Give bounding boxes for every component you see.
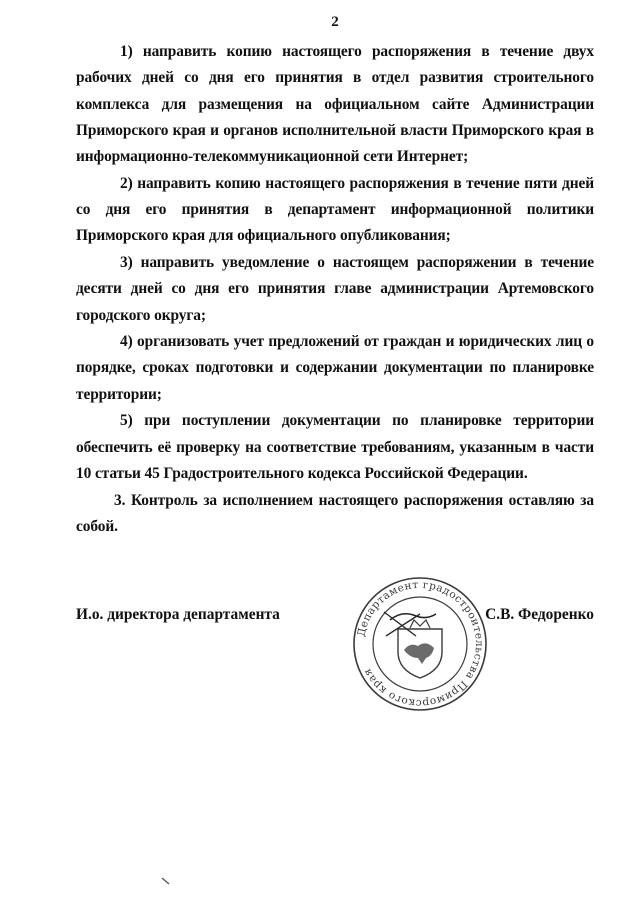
stamp-text: Департамент градостроительства Приморского края: [355, 578, 486, 710]
signature-block: [76, 606, 594, 636]
list-item-3: 3) направить уведомление о настоящем распоряжении в течение десяти дней со дня его принятия главе администрации Артемовского городского округа;: [76, 253, 594, 324]
control-clause: 3. Контроль за исполнением настоящего распоряжения оставляю за собой.: [76, 491, 594, 535]
list-item-4: 4) организовать учет предложений от граждан и юридических лиц о порядке, сроках подготовки и содержании документации по планировке территории;: [76, 333, 594, 403]
list-item-5: 5) при поступлении документации по планировке территории обеспечить её проверку на соответствие требованиям, указанным в части 10 статьи 45 Градостроительного кодекса Российской Федерации.: [76, 412, 594, 482]
ink-mark: [160, 876, 174, 886]
page-number: 2: [331, 14, 339, 30]
list-item-1: 1) направить копию настоящего распоряжения в течение двух рабочих дней со дня его принятия в отдел развития строительного комплекса для размещения на официальном сайте Администрации Приморского края и органов исполнительной власти Приморского края в информационно-телекоммуникационной сети Интернет;: [76, 43, 594, 166]
document-body: [76, 39, 594, 540]
signatory-title: И.о. директора департамента: [76, 606, 280, 623]
svg-text:Департамент градостроительства: [355, 579, 485, 709]
signatory-name: С.В. Федоренко: [485, 606, 594, 623]
official-seal-stamp: [350, 574, 490, 714]
list-item-2: 2) направить копию настоящего распоряжения в течение пяти дней со дня его принятия в департамент информационной политики Приморского края для официального опубликования;: [76, 174, 594, 245]
